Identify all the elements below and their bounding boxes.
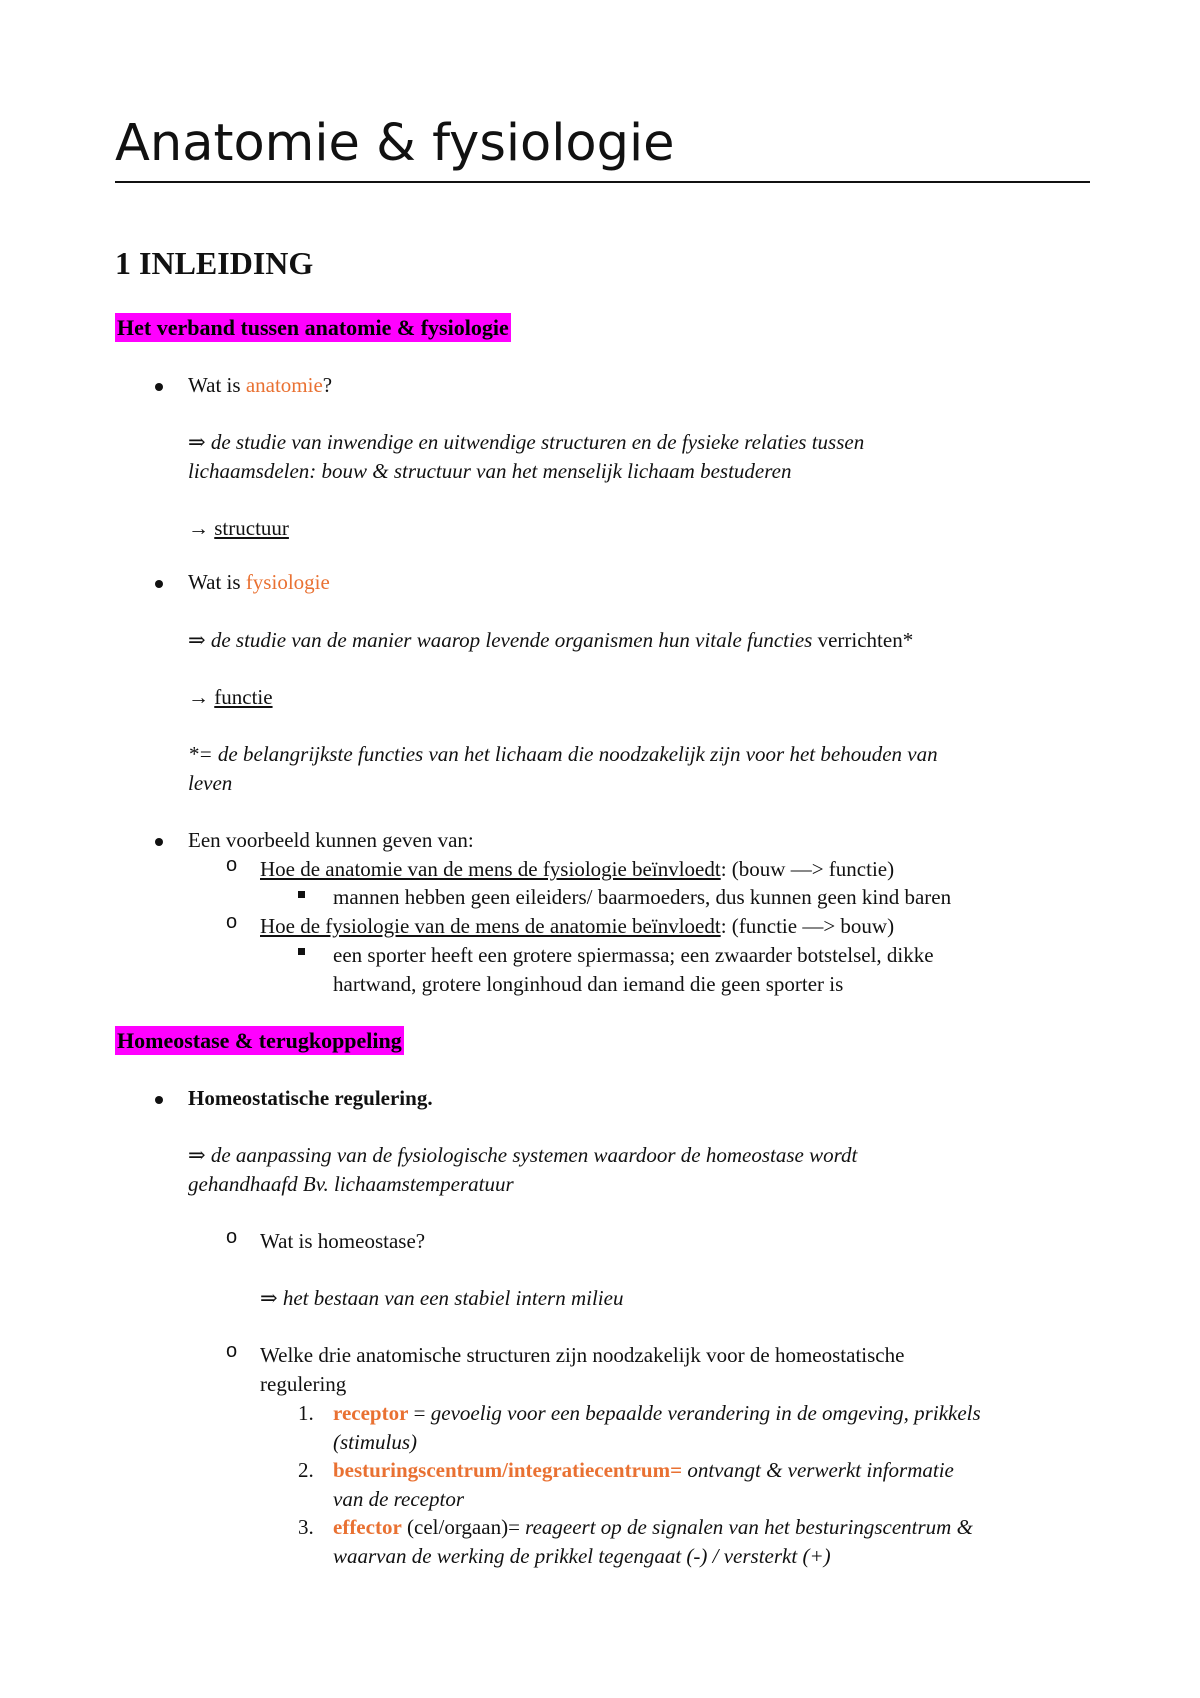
question-fysiologie: Wat is fysiologie — [188, 570, 330, 594]
sub-example-1: mannen hebben geen eileiders/ baarmoeders, dus kunnen geen kind baren — [333, 885, 952, 909]
item-besturingscentrum: besturingscentrum/integratiecentrum= ontvangt & verwerkt informatie — [333, 1458, 954, 1482]
question-anatomie: Wat is anatomie? — [188, 373, 333, 397]
item-effector: effector (cel/orgaan)= reageert op de signalen van het besturingscentrum & — [333, 1515, 973, 1539]
chapter-heading: 1 INLEIDING — [115, 245, 314, 281]
item-number: 1. — [298, 1401, 314, 1425]
definition-regulering-line1: ⇒ de aanpassing van de fysiologische systemen waardoor de homeostase wordt — [188, 1143, 858, 1167]
definition-fysiologie: ⇒ de studie van de manier waarop levende organismen hun vitale functies verrichten* — [188, 628, 914, 652]
definition-anatomie-line1: ⇒ de studie van inwendige en uitwendige structuren en de fysieke relaties tussen — [188, 430, 865, 454]
bullet-icon — [155, 838, 163, 846]
bullet-icon — [155, 1096, 163, 1104]
bullet-icon — [155, 383, 163, 391]
item-besturingscentrum-line2: van de receptor — [333, 1487, 465, 1511]
circle-bullet-icon: o — [226, 1340, 238, 1362]
question-structuren-line1: Welke drie anatomische structuren zijn noodzakelijk voor de homeostatische — [260, 1343, 905, 1367]
item-receptor: receptor = gevoelig voor een bepaalde verandering in de omgeving, prikkels — [333, 1401, 981, 1425]
circle-bullet-icon: o — [226, 854, 238, 876]
bullet-icon — [155, 580, 163, 588]
term-anatomie: anatomie — [245, 373, 323, 397]
title-underline — [115, 181, 1090, 183]
item-number: 3. — [298, 1515, 314, 1539]
question-structuren-line2: regulering — [260, 1372, 347, 1396]
term-fysiologie: fysiologie — [245, 570, 330, 594]
item-receptor-line2: (stimulus) — [333, 1430, 417, 1454]
circle-bullet-icon: o — [226, 911, 238, 933]
square-bullet-icon — [298, 891, 305, 898]
sub-item-anatomie-fysiologie: Hoe de anatomie van de mens de fysiologie beïnvloedt: (bouw —> functie) — [260, 857, 895, 881]
square-bullet-icon — [298, 948, 305, 955]
note-line1: *= de belangrijkste functies van het lichaam die noodzakelijk zijn voor het behouden van — [188, 742, 938, 766]
document-title: Anatomie & fysiologie — [115, 114, 675, 173]
topic-homeostatische-regulering: Homeostatische regulering. — [188, 1086, 433, 1110]
section-heading-verband: Het verband tussen anatomie & fysiologie — [117, 315, 509, 340]
item-number: 2. — [298, 1458, 314, 1482]
sub-item-fysiologie-anatomie: Hoe de fysiologie van de mens de anatomie beïnvloedt: (functie —> bouw) — [260, 914, 895, 938]
definition-regulering-line2: gehandhaafd Bv. lichaamstemperatuur — [188, 1172, 514, 1196]
section-heading-homeostase: Homeostase & terugkoppeling — [117, 1028, 402, 1053]
circle-bullet-icon: o — [226, 1226, 238, 1248]
arrow-structuur: → structuur — [188, 516, 289, 540]
sub-example-2-line2: hartwand, grotere longinhoud dan iemand die geen sporter is — [333, 972, 844, 996]
example-intro: Een voorbeeld kunnen geven van: — [188, 828, 474, 852]
question-homeostase: Wat is homeostase? — [260, 1229, 426, 1253]
item-effector-line2: waarvan de werking de prikkel tegengaat (-) / versterkt (+) — [333, 1544, 831, 1568]
note-line2: leven — [188, 771, 233, 795]
arrow-functie: → functie — [188, 685, 273, 709]
definition-anatomie-line2: lichaamsdelen: bouw & structuur van het menselijk lichaam bestuderen — [188, 459, 792, 483]
sub-example-2-line1: een sporter heeft een grotere spiermassa; een zwaarder botstelsel, dikke — [333, 943, 934, 967]
answer-homeostase: ⇒ het bestaan van een stabiel intern milieu — [260, 1286, 624, 1310]
